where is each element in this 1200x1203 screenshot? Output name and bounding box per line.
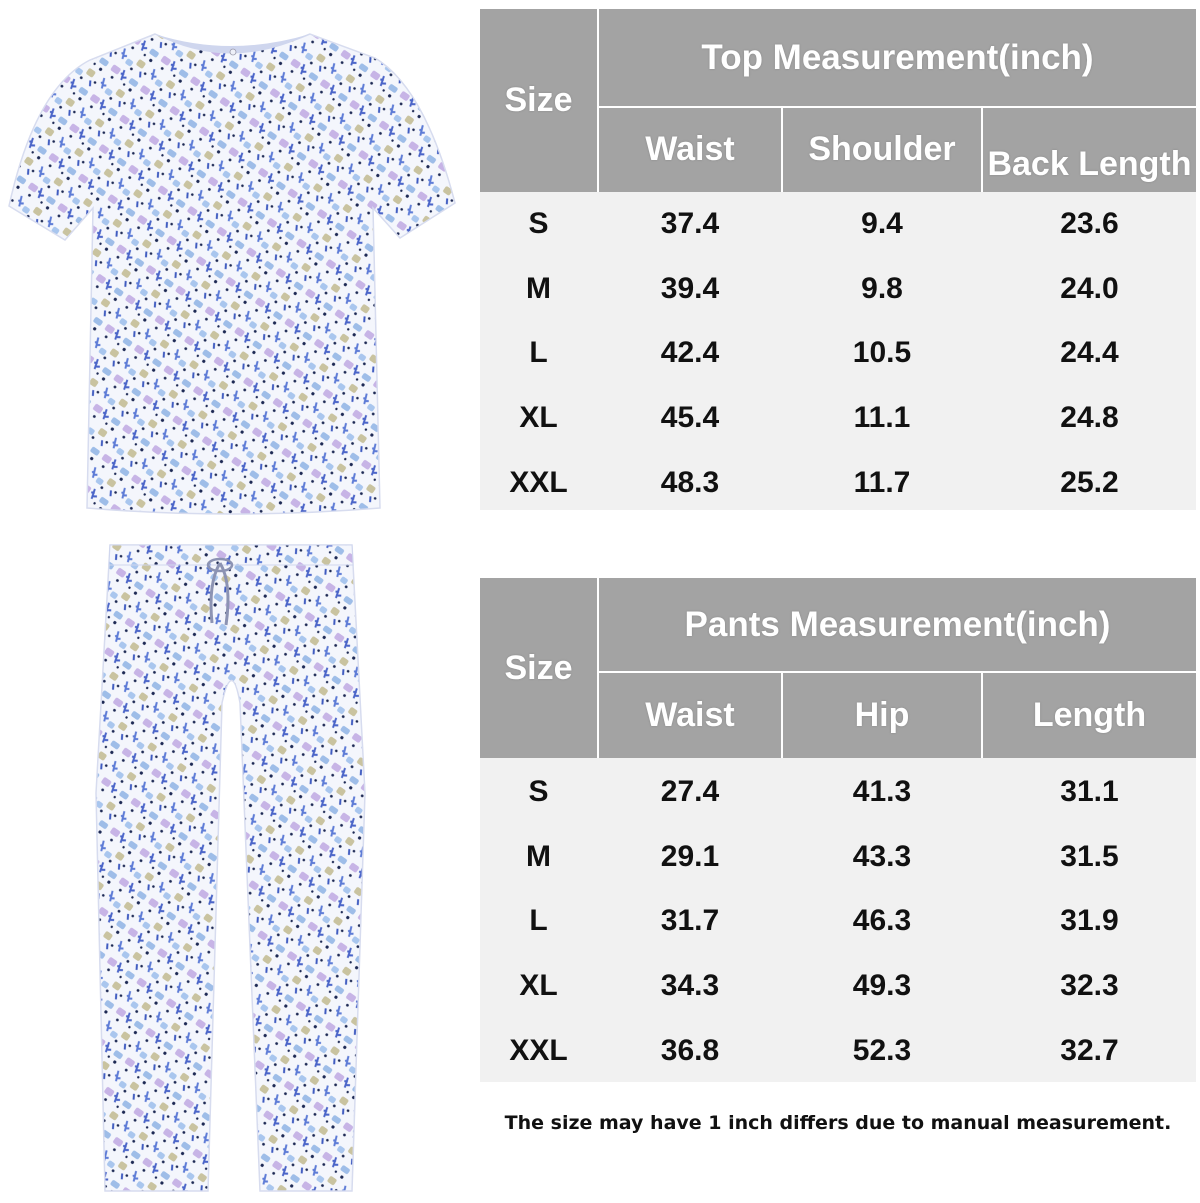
- table-row: [480, 386, 1196, 451]
- size-cell: XL: [519, 969, 558, 1003]
- table-row: [480, 192, 1196, 257]
- column-header-shoulder: Shoulder: [808, 130, 956, 169]
- table-row: [480, 954, 1196, 1019]
- back-length-cell: 25.2: [1060, 465, 1119, 499]
- column-header-waist: Waist: [645, 695, 735, 734]
- waist-cell: 39.4: [660, 271, 720, 305]
- table-row: [480, 1018, 1196, 1083]
- length-cell: 31.1: [1060, 775, 1119, 809]
- shoulder-cell: 11.1: [853, 401, 911, 435]
- hip-cell: 52.3: [852, 1033, 912, 1067]
- column-header-length: Length: [1032, 695, 1147, 734]
- top-measurement-table: [480, 9, 1196, 510]
- length-cell: 32.7: [1060, 1033, 1119, 1067]
- length-cell: 31.9: [1060, 904, 1119, 938]
- hip-cell: 49.3: [852, 969, 912, 1003]
- table-row: [480, 450, 1196, 515]
- waist-cell: 29.1: [660, 839, 720, 873]
- table-title: Top Measurement(inch): [701, 37, 1094, 77]
- waist-cell: 42.4: [660, 336, 720, 370]
- size-cell: M: [526, 271, 551, 305]
- size-cell: L: [529, 336, 548, 370]
- size-cell: S: [528, 207, 549, 241]
- hip-cell: 41.3: [852, 775, 912, 809]
- waist-cell: 37.4: [660, 207, 720, 241]
- back-length-cell: 24.0: [1060, 271, 1119, 305]
- size-header: Size: [504, 648, 573, 687]
- back-length-cell: 24.8: [1060, 401, 1119, 435]
- size-cell: XXL: [509, 1033, 568, 1067]
- size-cell: XL: [519, 401, 558, 435]
- shoulder-cell: 9.8: [861, 271, 903, 305]
- pajama-pants-image: [90, 543, 375, 1198]
- column-header-hip: Hip: [854, 695, 910, 734]
- length-cell: 32.3: [1060, 969, 1119, 1003]
- size-cell: S: [528, 775, 549, 809]
- waist-cell: 27.4: [660, 775, 720, 809]
- waist-cell: 34.3: [660, 969, 720, 1003]
- shoulder-cell: 11.7: [853, 465, 911, 499]
- table-body: [480, 192, 1196, 510]
- column-header-back-length: Back Length: [987, 145, 1192, 183]
- size-cell: M: [526, 839, 551, 873]
- waist-cell: 31.7: [660, 904, 720, 938]
- waist-cell: 48.3: [660, 465, 720, 499]
- pants-measurement-table: [480, 578, 1196, 1082]
- hip-cell: 46.3: [852, 904, 912, 938]
- table-row: [480, 825, 1196, 890]
- size-cell: L: [529, 904, 548, 938]
- shoulder-cell: 10.5: [852, 336, 912, 370]
- length-cell: 31.5: [1060, 839, 1119, 873]
- hip-cell: 43.3: [852, 839, 912, 873]
- table-title: Pants Measurement(inch): [684, 604, 1111, 644]
- shoulder-cell: 9.4: [861, 207, 903, 241]
- table-row: [480, 257, 1196, 322]
- pajama-top-image: [5, 28, 457, 518]
- back-length-cell: 24.4: [1060, 336, 1119, 370]
- table-body: [480, 758, 1196, 1082]
- table-row: [480, 889, 1196, 954]
- size-header: Size: [504, 81, 573, 119]
- back-length-cell: 23.6: [1060, 207, 1119, 241]
- table-header: [480, 578, 1196, 758]
- waist-cell: 45.4: [660, 401, 720, 435]
- table-header: [480, 9, 1196, 192]
- table-row: [480, 321, 1196, 386]
- waist-cell: 36.8: [660, 1033, 720, 1067]
- table-row: [480, 760, 1196, 825]
- measurement-note: The size may have 1 inch differs due to manual measurement.: [504, 1112, 1172, 1134]
- column-header-waist: Waist: [645, 130, 735, 169]
- size-cell: XXL: [509, 465, 568, 499]
